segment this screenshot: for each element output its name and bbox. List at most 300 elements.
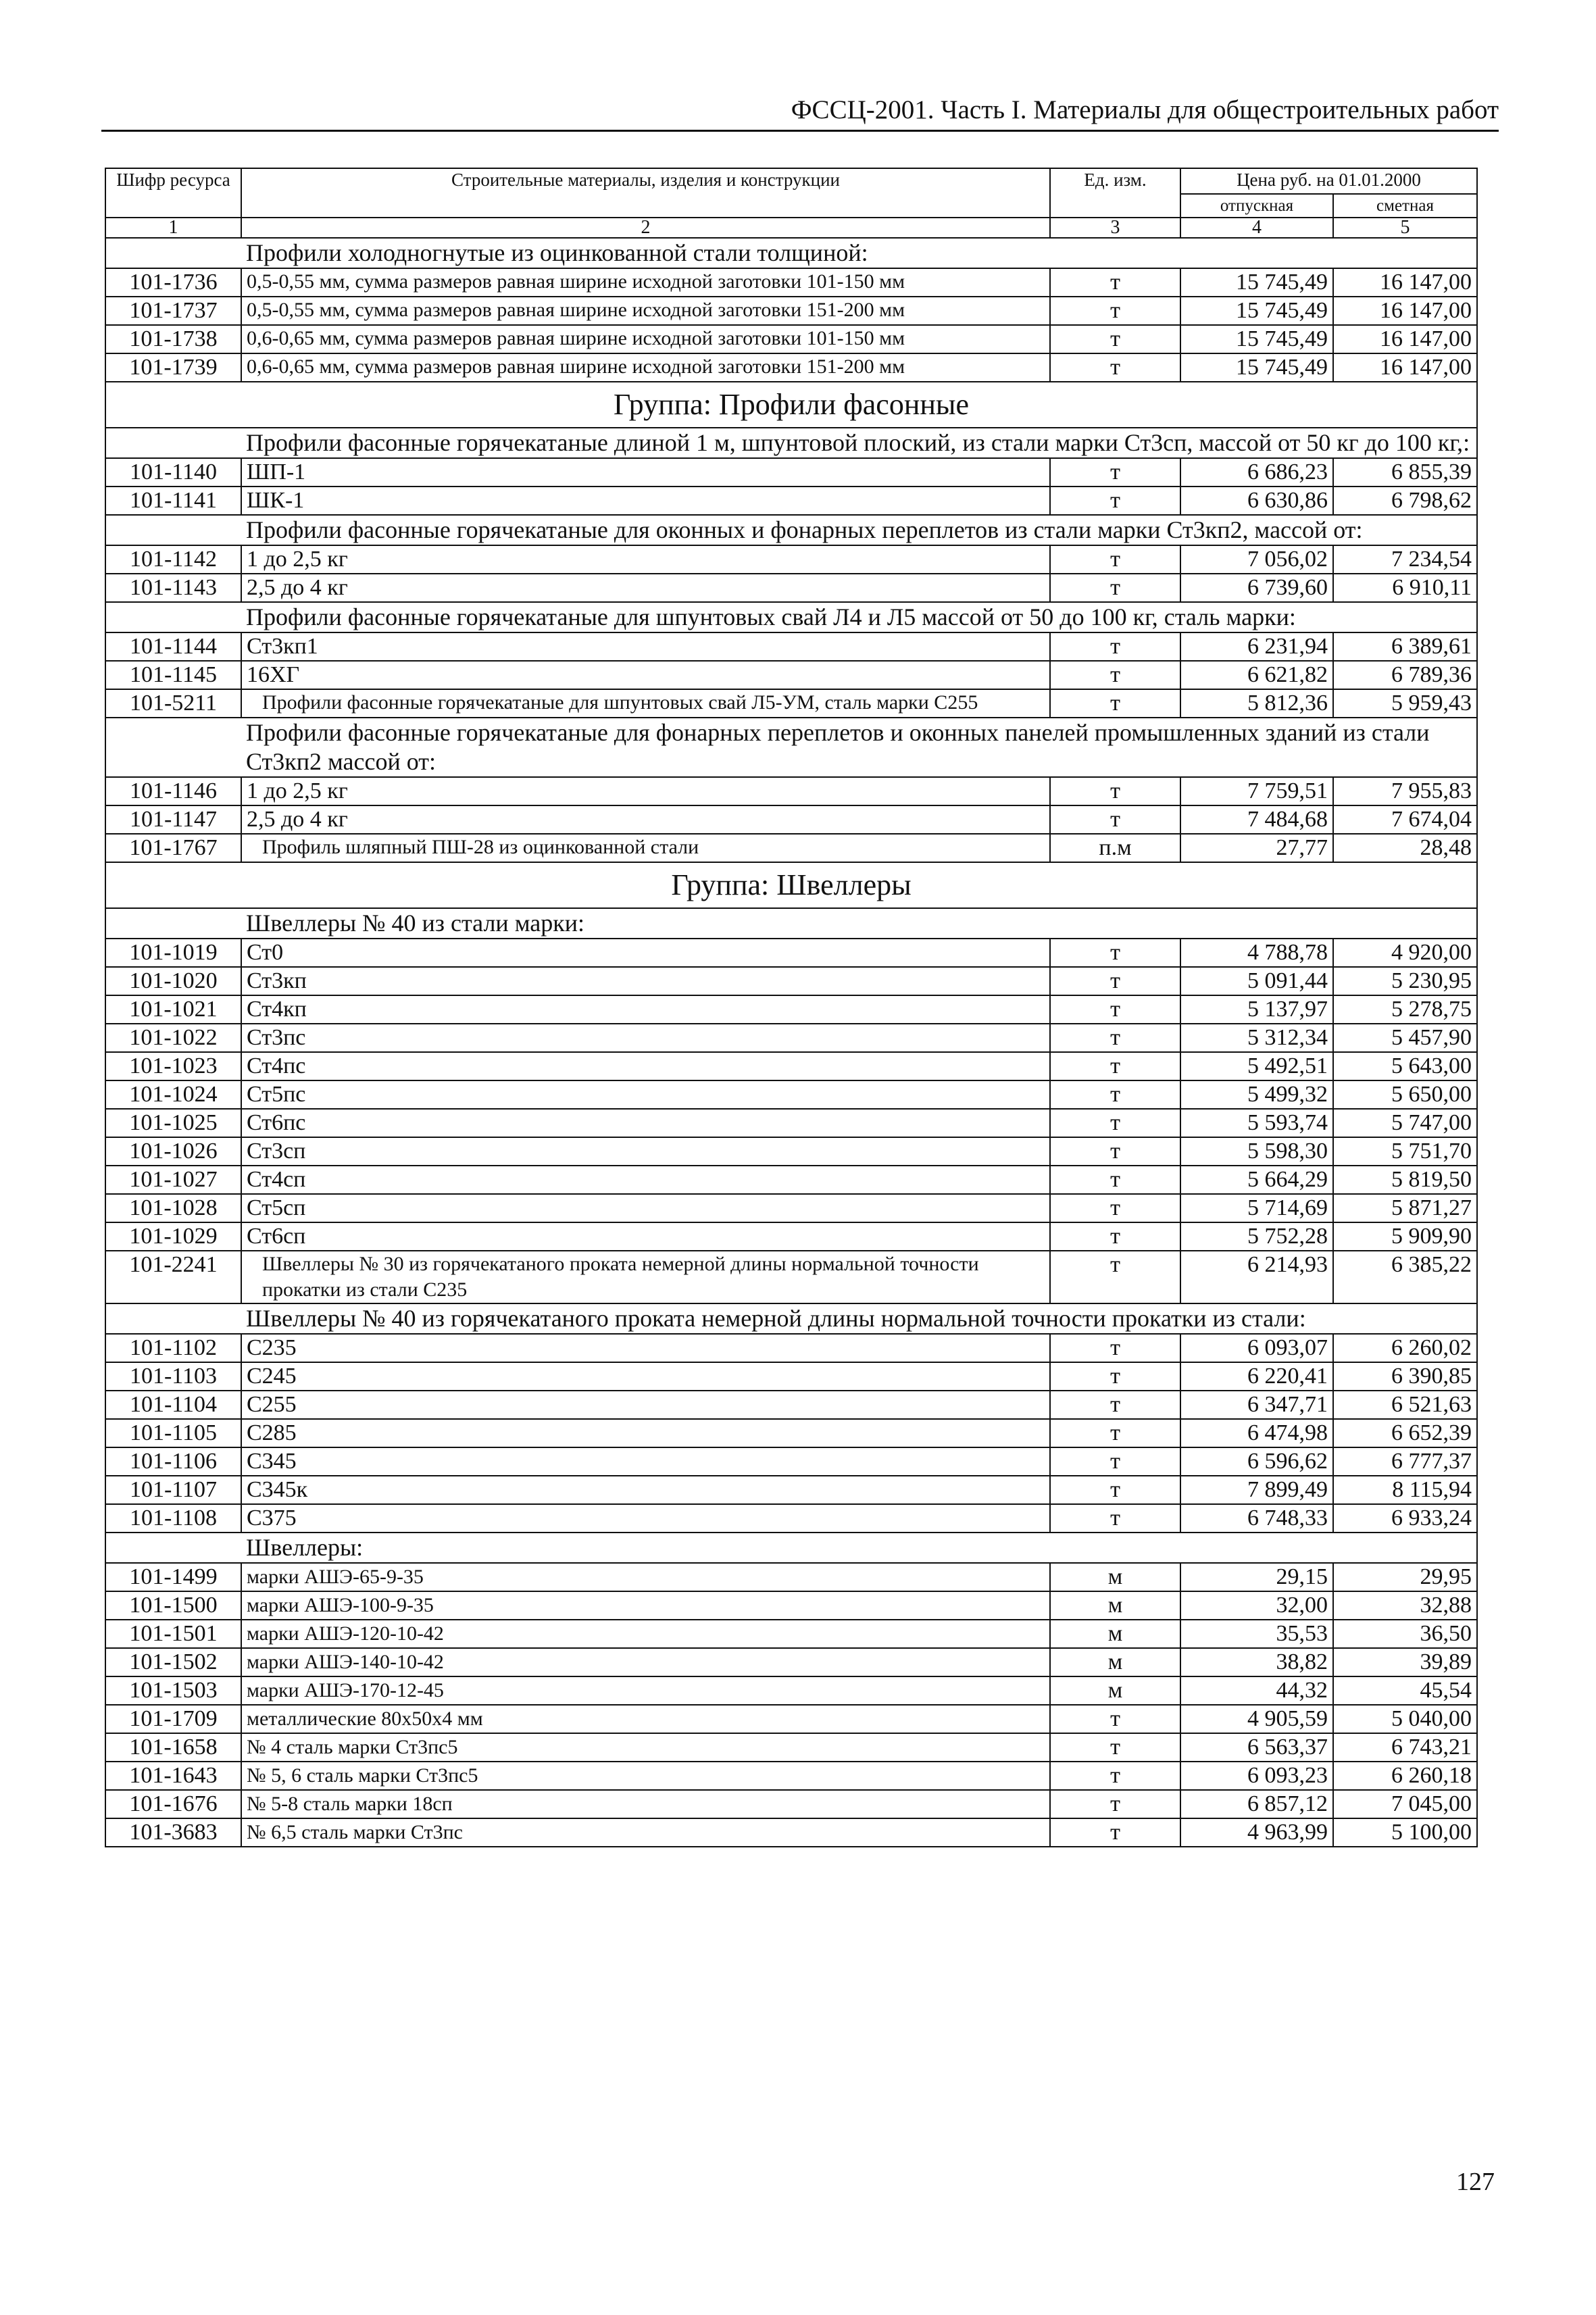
estimate-price: 6 910,11 (1333, 574, 1477, 602)
resource-code: 101-1107 (105, 1476, 241, 1504)
col-header-estimate: сметная (1333, 194, 1477, 218)
release-price: 4 963,99 (1180, 1818, 1333, 1847)
material-name: металлические 80x50x4 мм (241, 1705, 1050, 1733)
table-row (105, 1733, 1477, 1762)
table-row (105, 574, 1477, 602)
release-price: 7 899,49 (1180, 1476, 1333, 1504)
table-body (105, 238, 1477, 1847)
table-row (105, 297, 1477, 325)
table-row (105, 1334, 1477, 1362)
material-name: Профили фасонные горячекатаные для шпунтовых свай Л5-УМ, сталь марки С255 (241, 689, 1050, 718)
unit-of-measure: т (1050, 1080, 1180, 1109)
resource-code: 101-1499 (105, 1563, 241, 1591)
empty-code-cell (105, 428, 241, 458)
release-price: 44,32 (1180, 1676, 1333, 1705)
resource-code: 101-1739 (105, 353, 241, 382)
unit-of-measure: м (1050, 1648, 1180, 1676)
resource-code: 101-1658 (105, 1733, 241, 1762)
table-row (105, 689, 1477, 718)
table-row (105, 834, 1477, 862)
table-row (105, 458, 1477, 487)
estimate-price: 16 147,00 (1333, 268, 1477, 297)
estimate-price: 5 230,95 (1333, 967, 1477, 995)
resource-code: 101-1105 (105, 1419, 241, 1447)
unit-of-measure: т (1050, 297, 1180, 325)
estimate-price: 39,89 (1333, 1648, 1477, 1676)
unit-of-measure: т (1050, 661, 1180, 689)
subsection-title: Профили холодногнутые из оцинкованной стали толщиной: (241, 238, 1477, 268)
material-name: 0,5-0,55 мм, сумма размеров равная ширине исходной заготовки 151-200 мм (241, 297, 1050, 325)
empty-code-cell (105, 1303, 241, 1334)
material-name: № 6,5 сталь марки Ст3пс (241, 1818, 1050, 1847)
resource-code: 101-1027 (105, 1166, 241, 1194)
material-name: 1 до 2,5 кг (241, 545, 1050, 574)
estimate-price: 45,54 (1333, 1676, 1477, 1705)
estimate-price: 7 955,83 (1333, 777, 1477, 805)
material-name: Ст3кп1 (241, 632, 1050, 661)
resource-code: 101-1736 (105, 268, 241, 297)
material-name: Ст5сп (241, 1194, 1050, 1222)
subsection-row (105, 1303, 1477, 1334)
estimate-price: 6 652,39 (1333, 1419, 1477, 1447)
resource-code: 101-1024 (105, 1080, 241, 1109)
release-price: 5 492,51 (1180, 1052, 1333, 1080)
resource-code: 101-1503 (105, 1676, 241, 1705)
release-price: 6 748,33 (1180, 1504, 1333, 1533)
unit-of-measure: т (1050, 995, 1180, 1024)
empty-code-cell (105, 602, 241, 632)
estimate-price: 7 234,54 (1333, 545, 1477, 574)
material-name: 2,5 до 4 кг (241, 574, 1050, 602)
unit-of-measure: т (1050, 632, 1180, 661)
resource-code: 101-1142 (105, 545, 241, 574)
table-row (105, 1762, 1477, 1790)
material-name: Ст4пс (241, 1052, 1050, 1080)
empty-code-cell (105, 1533, 241, 1563)
subsection-title: Швеллеры № 40 из стали марки: (241, 908, 1477, 939)
resource-code: 101-1676 (105, 1790, 241, 1818)
unit-of-measure: т (1050, 777, 1180, 805)
release-price: 6 621,82 (1180, 661, 1333, 689)
material-name: Ст3кп (241, 967, 1050, 995)
release-price: 7 056,02 (1180, 545, 1333, 574)
estimate-price: 5 751,70 (1333, 1137, 1477, 1166)
material-name: марки АШЭ-170-12-45 (241, 1676, 1050, 1705)
resource-code: 101-2241 (105, 1251, 241, 1303)
resource-code: 101-1021 (105, 995, 241, 1024)
estimate-price: 32,88 (1333, 1591, 1477, 1620)
unit-of-measure: т (1050, 545, 1180, 574)
unit-of-measure: т (1050, 967, 1180, 995)
table-row (105, 1447, 1477, 1476)
unit-of-measure: м (1050, 1591, 1180, 1620)
estimate-price: 6 855,39 (1333, 458, 1477, 487)
material-name: Ст3пс (241, 1024, 1050, 1052)
resource-code: 101-1146 (105, 777, 241, 805)
release-price: 6 596,62 (1180, 1447, 1333, 1476)
table-row (105, 487, 1477, 515)
table-row (105, 939, 1477, 967)
unit-of-measure: т (1050, 805, 1180, 834)
estimate-price: 6 260,18 (1333, 1762, 1477, 1790)
release-price: 6 220,41 (1180, 1362, 1333, 1391)
empty-code-cell (105, 515, 241, 545)
table-row (105, 1052, 1477, 1080)
resource-code: 101-1738 (105, 325, 241, 353)
group-title: Группа: Профили фасонные (105, 382, 1477, 428)
material-name: Ст0 (241, 939, 1050, 967)
release-price: 4 788,78 (1180, 939, 1333, 967)
material-name: № 4 сталь марки Ст3пс5 (241, 1733, 1050, 1762)
unit-of-measure: т (1050, 1790, 1180, 1818)
estimate-price: 16 147,00 (1333, 325, 1477, 353)
col-number-1: 1 (105, 218, 241, 238)
material-name: Ст4сп (241, 1166, 1050, 1194)
table-row (105, 1591, 1477, 1620)
subsection-title: Профили фасонные горячекатаные для шпунтовых свай Л4 и Л5 массой от 50 до 100 кг, сталь марки: (241, 602, 1477, 632)
release-price: 5 752,28 (1180, 1222, 1333, 1251)
release-price: 6 093,23 (1180, 1762, 1333, 1790)
col-number-4: 4 (1180, 218, 1333, 238)
col-number-2: 2 (241, 218, 1050, 238)
resource-code: 101-1104 (105, 1391, 241, 1419)
resource-code: 101-1025 (105, 1109, 241, 1137)
unit-of-measure: т (1050, 268, 1180, 297)
table-row (105, 661, 1477, 689)
col-header-code: Шифр ресурса (105, 168, 241, 218)
material-name: 0,6-0,65 мм, сумма размеров равная ширине исходной заготовки 151-200 мм (241, 353, 1050, 382)
subsection-title: Профили фасонные горячекатаные для фонарных переплетов и оконных панелей промышленных зданий из стали Ст3кп2 массой от: (241, 718, 1477, 777)
material-name: Ст5пс (241, 1080, 1050, 1109)
table-row (105, 1194, 1477, 1222)
estimate-price: 5 871,27 (1333, 1194, 1477, 1222)
material-name: С245 (241, 1362, 1050, 1391)
resource-code: 101-1145 (105, 661, 241, 689)
unit-of-measure: т (1050, 1705, 1180, 1733)
resource-code: 101-1143 (105, 574, 241, 602)
resource-code: 101-1502 (105, 1648, 241, 1676)
resource-code: 101-1140 (105, 458, 241, 487)
subsection-row (105, 908, 1477, 939)
table-row (105, 353, 1477, 382)
unit-of-measure: т (1050, 1194, 1180, 1222)
col-number-3: 3 (1050, 218, 1180, 238)
release-price: 6 474,98 (1180, 1419, 1333, 1447)
estimate-price: 28,48 (1333, 834, 1477, 862)
estimate-price: 6 389,61 (1333, 632, 1477, 661)
estimate-price: 6 521,63 (1333, 1391, 1477, 1419)
estimate-price: 4 920,00 (1333, 939, 1477, 967)
unit-of-measure: т (1050, 325, 1180, 353)
unit-of-measure: т (1050, 1334, 1180, 1362)
estimate-price: 5 643,00 (1333, 1052, 1477, 1080)
subsection-title: Профили фасонные горячекатаные для оконных и фонарных переплетов из стали марки Ст3кп2, массой от: (241, 515, 1477, 545)
release-price: 6 093,07 (1180, 1334, 1333, 1362)
resource-code: 101-1026 (105, 1137, 241, 1166)
unit-of-measure: т (1050, 689, 1180, 718)
material-name: № 5-8 сталь марки 18сп (241, 1790, 1050, 1818)
resource-code: 101-1141 (105, 487, 241, 515)
table-row (105, 1818, 1477, 1847)
table-row (105, 1648, 1477, 1676)
unit-of-measure: п.м (1050, 834, 1180, 862)
col-header-price: Цена руб. на 01.01.2000 (1180, 168, 1477, 194)
release-price: 5 312,34 (1180, 1024, 1333, 1052)
table-row (105, 995, 1477, 1024)
table-row (105, 1251, 1477, 1303)
resource-code: 101-1029 (105, 1222, 241, 1251)
estimate-price: 5 747,00 (1333, 1109, 1477, 1137)
page-header: ФССЦ-2001. Часть I. Материалы для общестроительных работ (101, 93, 1499, 132)
release-price: 32,00 (1180, 1591, 1333, 1620)
subsection-row (105, 238, 1477, 268)
unit-of-measure: т (1050, 1476, 1180, 1504)
estimate-price: 6 933,24 (1333, 1504, 1477, 1533)
unit-of-measure: т (1050, 458, 1180, 487)
unit-of-measure: т (1050, 1109, 1180, 1137)
table-row (105, 632, 1477, 661)
estimate-price: 6 385,22 (1333, 1251, 1477, 1303)
table-row (105, 268, 1477, 297)
table-row (105, 325, 1477, 353)
empty-code-cell (105, 908, 241, 939)
material-name: ШК-1 (241, 487, 1050, 515)
unit-of-measure: т (1050, 1024, 1180, 1052)
material-name: 16ХГ (241, 661, 1050, 689)
material-name: марки АШЭ-100-9-35 (241, 1591, 1050, 1620)
estimate-price: 6 789,36 (1333, 661, 1477, 689)
resource-code: 101-1020 (105, 967, 241, 995)
table-row (105, 1563, 1477, 1591)
table-row (105, 1391, 1477, 1419)
col-header-release: отпускная (1180, 194, 1333, 218)
table-row (105, 545, 1477, 574)
material-name: 1 до 2,5 кг (241, 777, 1050, 805)
release-price: 6 563,37 (1180, 1733, 1333, 1762)
release-price: 38,82 (1180, 1648, 1333, 1676)
release-price: 6 739,60 (1180, 574, 1333, 602)
subsection-row (105, 718, 1477, 777)
release-price: 7 759,51 (1180, 777, 1333, 805)
col-header-unit: Ед. изм. (1050, 168, 1180, 218)
subsection-row (105, 428, 1477, 458)
resource-code: 101-5211 (105, 689, 241, 718)
resource-code: 101-1103 (105, 1362, 241, 1391)
unit-of-measure: т (1050, 1052, 1180, 1080)
resource-code: 101-1106 (105, 1447, 241, 1476)
estimate-price: 29,95 (1333, 1563, 1477, 1591)
material-name: 0,6-0,65 мм, сумма размеров равная ширине исходной заготовки 101-150 мм (241, 325, 1050, 353)
subsection-row (105, 602, 1477, 632)
material-name: С285 (241, 1419, 1050, 1447)
release-price: 6 347,71 (1180, 1391, 1333, 1419)
resource-code: 101-1023 (105, 1052, 241, 1080)
release-price: 27,77 (1180, 834, 1333, 862)
material-name: С255 (241, 1391, 1050, 1419)
material-name: Ст6сп (241, 1222, 1050, 1251)
material-name: Ст4кп (241, 995, 1050, 1024)
estimate-price: 36,50 (1333, 1620, 1477, 1648)
resource-code: 101-1108 (105, 1504, 241, 1533)
subsection-title: Швеллеры № 40 из горячекатаного проката немерной длины нормальной точности прокатки из стали: (241, 1303, 1477, 1334)
unit-of-measure: т (1050, 1419, 1180, 1447)
estimate-price: 6 777,37 (1333, 1447, 1477, 1476)
material-name: С375 (241, 1504, 1050, 1533)
unit-of-measure: т (1050, 1137, 1180, 1166)
resource-code: 101-1643 (105, 1762, 241, 1790)
unit-of-measure: м (1050, 1563, 1180, 1591)
estimate-price: 5 909,90 (1333, 1222, 1477, 1251)
resource-code: 101-1147 (105, 805, 241, 834)
estimate-price: 6 260,02 (1333, 1334, 1477, 1362)
resource-code: 101-1144 (105, 632, 241, 661)
table-row (105, 1362, 1477, 1391)
unit-of-measure: т (1050, 1362, 1180, 1391)
subsection-row (105, 515, 1477, 545)
table-row (105, 1504, 1477, 1533)
page-number: 127 (1456, 2168, 1495, 2196)
group-header-row (105, 382, 1477, 428)
group-header-row (105, 862, 1477, 908)
table-row (105, 805, 1477, 834)
empty-code-cell (105, 718, 241, 777)
release-price: 15 745,49 (1180, 297, 1333, 325)
table-row (105, 1620, 1477, 1648)
table-row (105, 1166, 1477, 1194)
release-price: 35,53 (1180, 1620, 1333, 1648)
resource-code: 101-1709 (105, 1705, 241, 1733)
release-price: 6 686,23 (1180, 458, 1333, 487)
material-name: марки АШЭ-65-9-35 (241, 1563, 1050, 1591)
materials-price-table (105, 168, 1478, 1847)
table-row (105, 1705, 1477, 1733)
release-price: 5 091,44 (1180, 967, 1333, 995)
table-row (105, 1137, 1477, 1166)
material-name: Швеллеры № 30 из горячекатаного проката немерной длины нормальной точности прокатки из стали С235 (241, 1251, 1050, 1303)
subsection-title: Швеллеры: (241, 1533, 1477, 1563)
release-price: 15 745,49 (1180, 353, 1333, 382)
estimate-price: 5 278,75 (1333, 995, 1477, 1024)
release-price: 5 664,29 (1180, 1166, 1333, 1194)
table-row (105, 777, 1477, 805)
material-name: ШП-1 (241, 458, 1050, 487)
unit-of-measure: т (1050, 939, 1180, 967)
unit-of-measure: м (1050, 1620, 1180, 1648)
release-price: 29,15 (1180, 1563, 1333, 1591)
unit-of-measure: м (1050, 1676, 1180, 1705)
empty-code-cell (105, 238, 241, 268)
release-price: 6 857,12 (1180, 1790, 1333, 1818)
estimate-price: 5 100,00 (1333, 1818, 1477, 1847)
group-title: Группа: Швеллеры (105, 862, 1477, 908)
material-name: № 5, 6 сталь марки Ст3пс5 (241, 1762, 1050, 1790)
estimate-price: 8 115,94 (1333, 1476, 1477, 1504)
resource-code: 101-1767 (105, 834, 241, 862)
resource-code: 101-1028 (105, 1194, 241, 1222)
col-number-5: 5 (1333, 218, 1477, 238)
unit-of-measure: т (1050, 353, 1180, 382)
material-name: С235 (241, 1334, 1050, 1362)
estimate-price: 5 959,43 (1333, 689, 1477, 718)
unit-of-measure: т (1050, 1222, 1180, 1251)
resource-code: 101-1022 (105, 1024, 241, 1052)
material-name: 0,5-0,55 мм, сумма размеров равная ширине исходной заготовки 101-150 мм (241, 268, 1050, 297)
material-name: Ст3сп (241, 1137, 1050, 1166)
unit-of-measure: т (1050, 1504, 1180, 1533)
unit-of-measure: т (1050, 487, 1180, 515)
release-price: 5 499,32 (1180, 1080, 1333, 1109)
table-row (105, 1419, 1477, 1447)
estimate-price: 7 045,00 (1333, 1790, 1477, 1818)
resource-code: 101-1500 (105, 1591, 241, 1620)
resource-code: 101-1102 (105, 1334, 241, 1362)
estimate-price: 6 743,21 (1333, 1733, 1477, 1762)
material-name: Ст6пс (241, 1109, 1050, 1137)
estimate-price: 16 147,00 (1333, 297, 1477, 325)
material-name: марки АШЭ-120-10-42 (241, 1620, 1050, 1648)
subsection-row (105, 1533, 1477, 1563)
resource-code: 101-1019 (105, 939, 241, 967)
material-name: С345к (241, 1476, 1050, 1504)
unit-of-measure: т (1050, 1166, 1180, 1194)
unit-of-measure: т (1050, 1762, 1180, 1790)
release-price: 6 214,93 (1180, 1251, 1333, 1303)
unit-of-measure: т (1050, 1818, 1180, 1847)
table-row (105, 1080, 1477, 1109)
material-name: 2,5 до 4 кг (241, 805, 1050, 834)
unit-of-measure: т (1050, 1447, 1180, 1476)
resource-code: 101-3683 (105, 1818, 241, 1847)
table-row (105, 967, 1477, 995)
estimate-price: 5 650,00 (1333, 1080, 1477, 1109)
estimate-price: 5 040,00 (1333, 1705, 1477, 1733)
unit-of-measure: т (1050, 1391, 1180, 1419)
release-price: 6 630,86 (1180, 487, 1333, 515)
material-name: Профиль шляпный ПШ-28 из оцинкованной стали (241, 834, 1050, 862)
resource-code: 101-1737 (105, 297, 241, 325)
table-row (105, 1222, 1477, 1251)
release-price: 15 745,49 (1180, 325, 1333, 353)
release-price: 15 745,49 (1180, 268, 1333, 297)
estimate-price: 16 147,00 (1333, 353, 1477, 382)
unit-of-measure: т (1050, 1251, 1180, 1303)
release-price: 5 812,36 (1180, 689, 1333, 718)
estimate-price: 5 819,50 (1333, 1166, 1477, 1194)
unit-of-measure: т (1050, 574, 1180, 602)
release-price: 5 593,74 (1180, 1109, 1333, 1137)
release-price: 4 905,59 (1180, 1705, 1333, 1733)
table-row (105, 1024, 1477, 1052)
table-row (105, 1790, 1477, 1818)
unit-of-measure: т (1050, 1733, 1180, 1762)
estimate-price: 6 798,62 (1333, 487, 1477, 515)
col-header-name: Строительные материалы, изделия и конструкции (241, 168, 1050, 218)
release-price: 5 137,97 (1180, 995, 1333, 1024)
table-row (105, 1476, 1477, 1504)
material-name: С345 (241, 1447, 1050, 1476)
release-price: 7 484,68 (1180, 805, 1333, 834)
release-price: 6 231,94 (1180, 632, 1333, 661)
subsection-title: Профили фасонные горячекатаные длиной 1 м, шпунтовой плоский, из стали марки Ст3сп, массой от 50 кг до 100 кг,: (241, 428, 1477, 458)
table-row (105, 1109, 1477, 1137)
estimate-price: 6 390,85 (1333, 1362, 1477, 1391)
estimate-price: 5 457,90 (1333, 1024, 1477, 1052)
resource-code: 101-1501 (105, 1620, 241, 1648)
release-price: 5 714,69 (1180, 1194, 1333, 1222)
release-price: 5 598,30 (1180, 1137, 1333, 1166)
table-row (105, 1676, 1477, 1705)
estimate-price: 7 674,04 (1333, 805, 1477, 834)
